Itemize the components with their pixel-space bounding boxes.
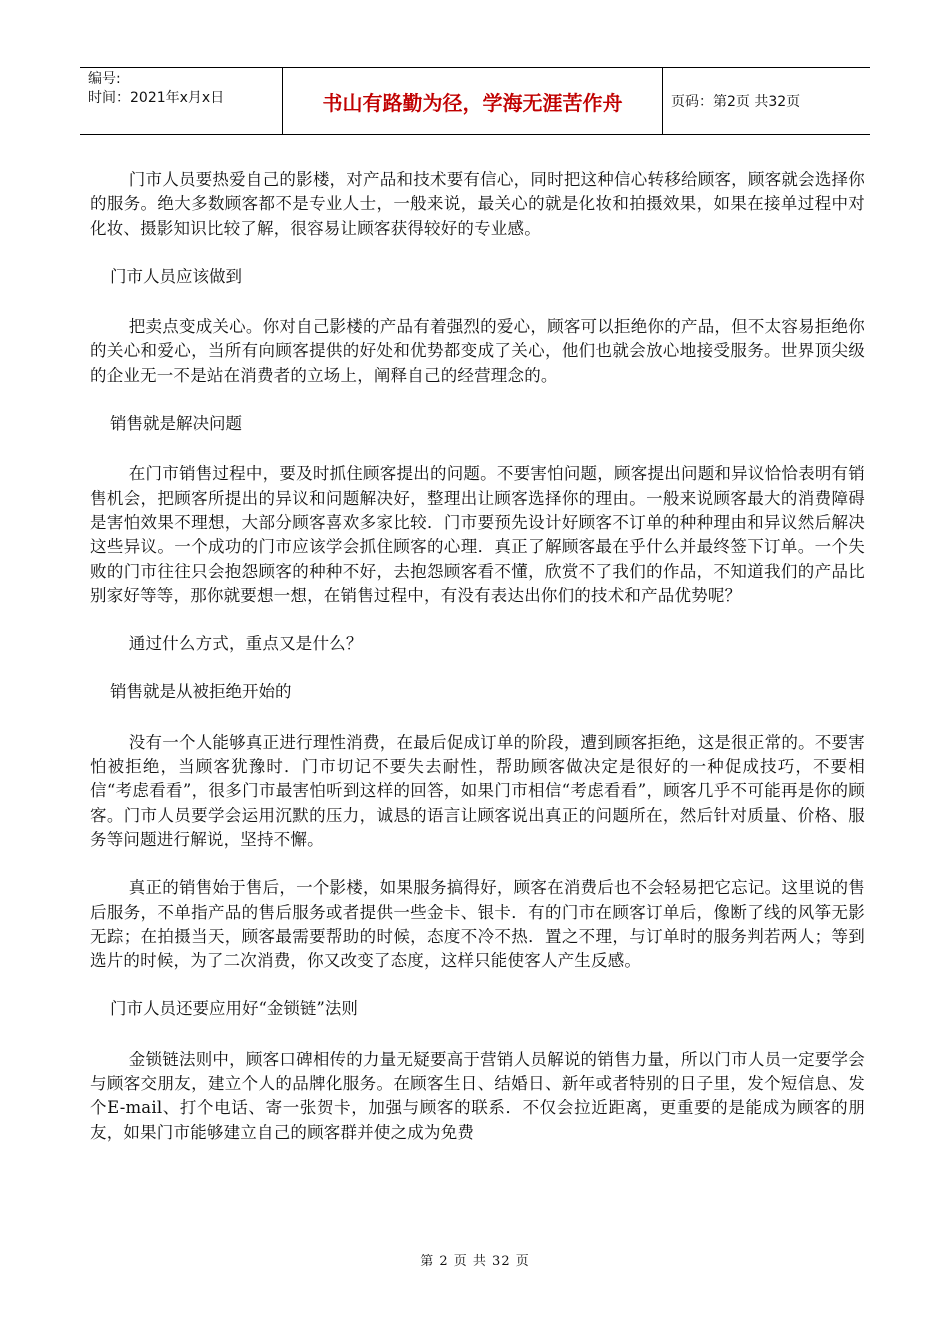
paragraph: 通过什么方式，重点又是什么？ bbox=[128, 634, 363, 654]
paragraph: 把卖点变成关心。你对自己影楼的产品有着强烈的爱心，顾客可以拒绝你的产品，但不太容易拒绝你的关心和爱心，当所有向顾客提供的好处和优势都变成了关心，他们也就会放心地接受服务。世界顶尖级的企业无一不是站在消费者的立场上，阐释自己的经营理念的。 bbox=[90, 317, 865, 385]
document-number-label: 编号: bbox=[88, 71, 121, 87]
document-body bbox=[90, 168, 865, 1145]
header-meta-cell bbox=[80, 68, 283, 134]
header-motto: 书山有路勤为径，学海无涯苦作舟 bbox=[283, 68, 663, 134]
header-page-label: 页码：第2页 共32页 bbox=[671, 94, 801, 110]
paragraph: 门市人员要热爱自己的影楼，对产品和技术要有信心，同时把这种信心转移给顾客，顾客就会选择你的服务。绝大多数顾客都不是专业人士，一般来说，最关心的就是化妆和拍摄效果，如果在接单过程中对化妆、摄影知识比较了解，很容易让顾客获得较好的专业感。 bbox=[90, 170, 865, 238]
section-heading: 门市人员应该做到 bbox=[110, 266, 242, 286]
paragraph: 金锁链法则中，顾客口碑相传的力量无疑要高于营销人员解说的销售力量，所以门市人员一定要学会与顾客交朋友，建立个人的品牌化服务。在顾客生日、结婚日、新年或者特别的日子里，发个短信息、发个E-mail、打个电话、寄一张贺卡，加强与顾客的联系．不仅会拉近距离，更重要的是能成为顾客的朋友，如果门市能够建立自己的顾客群并使之成为免费 bbox=[90, 1049, 865, 1142]
page-footer: 第 2 页 共 32 页 bbox=[420, 1254, 530, 1269]
section-heading: 销售就是解决问题 bbox=[110, 414, 242, 434]
paragraph: 真正的销售始于售后，一个影楼，如果服务搞得好，顾客在消费后也不会轻易把它忘记。这里说的售后服务，不单指产品的售后服务或者提供一些金卡、银卡．有的门市在顾客订单后，像断了线的风筝无影无踪；在拍摄当天，顾客最需要帮助的时候，态度不冷不热．置之不理，与订单时的服务判若两人；等到选片的时候，为了二次消费，你又改变了态度，这样只能使客人产生反感。 bbox=[90, 878, 865, 971]
paragraph: 没有一个人能够真正进行理性消费，在最后促成订单的阶段，遭到顾客拒绝，这是很正常的。不要害怕被拒绝，当顾客犹豫时．门市切记不要失去耐性，帮助顾客做决定是很好的一种促成技巧，不要相信“考虑看看”，很多门市最害怕听到这样的回答，如果门市相信“考虑看看”，顾客几乎不可能再是你的顾客。门市人员要学会运用沉默的压力，诚恳的语言让顾客说出真正的问题所在，然后针对质量、价格、服务等问题进行解说，坚持不懈。 bbox=[90, 732, 865, 849]
paragraph: 在门市销售过程中，要及时抓住顾客提出的问题。不要害怕问题，顾客提出问题和异议恰恰表明有销售机会，把顾客所提出的异议和问题解决好，整理出让顾客选择你的理由。一般来说顾客最大的消费障碍是害怕效果不理想，大部分顾客喜欢多家比较．门市要预先设计好顾客不订单的种种理由和异议然后解决这些异议。一个成功的门市应该学会抓住顾客的心理．真正了解顾客最在乎什么并最终签下订单。一个失败的门市往往只会抱怨顾客的种种不好，去抱怨顾客看不懂，欣赏不了我们的作品，不知道我们的产品比别家好等等，那你就要想一想，在销售过程中，有没有表达出你们的技术和产品优势呢？ bbox=[90, 464, 865, 605]
document-date-label: 时间：2021年x月x日 bbox=[88, 90, 225, 106]
section-heading: 门市人员还要应用好“金锁链”法则 bbox=[110, 999, 358, 1019]
section-heading: 销售就是从被拒绝开始的 bbox=[110, 682, 292, 702]
document-header bbox=[80, 67, 870, 135]
